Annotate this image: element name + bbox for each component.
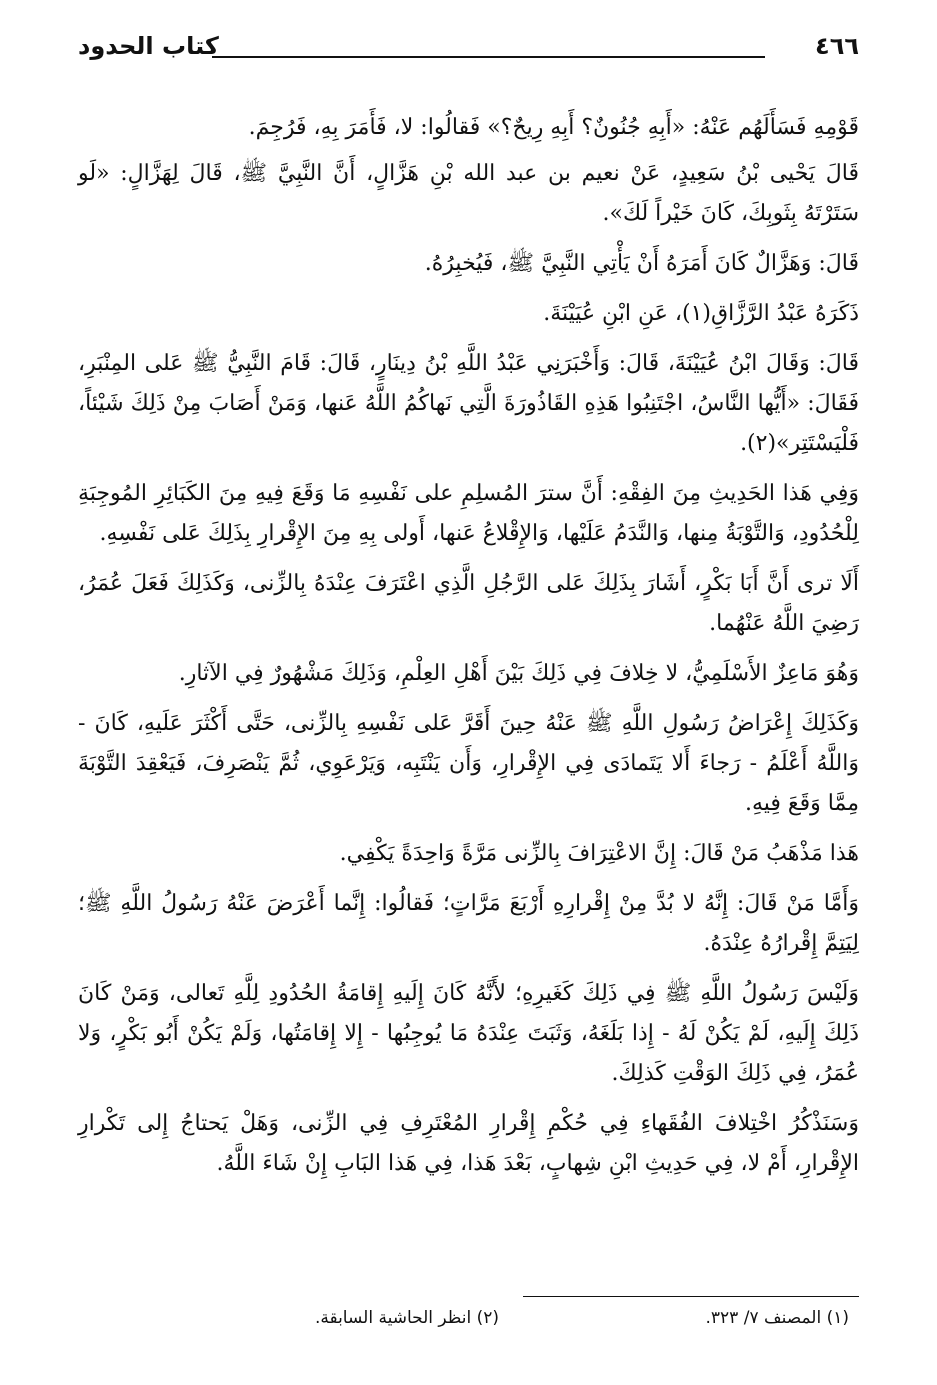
running-title: كتاب الحدود bbox=[78, 32, 219, 60]
paragraph: وَكَذَلِكَ إِعْرَاضُ رَسُولِ اللَّهِ ﷺ عَنْهُ حِينَ أَقَرَّ عَلى نَفْسِهِ بِالزِّنى، حَتَّى أَكْثَرَ عَلَيهِ، كَانَ - وَاللَّهُ أَعْلَمُ - رَجاءَ أَلا يَتَمادَى فِي الإِقْرارِ، وَأَن يَنْتَبِه، وَيَرْعَوِي، ثُمَّ يَنْصَرِفَ، فَيَعْقِدَ التَّوْبَةَ مِمَّا وَقَعَ فِيهِ. bbox=[78, 711, 859, 816]
header-rule bbox=[212, 56, 765, 58]
page-header bbox=[72, 32, 865, 66]
footnote-separator bbox=[523, 1296, 859, 1297]
paragraph: وَلَيْسَ رَسُولُ اللَّهِ ﷺ فِي ذَلِكَ كَغَيرِهِ؛ لأَنَّهُ كَانَ إِلَيهِ إِقامَةُ الحُدُودِ لِلَّهِ تَعالى، وَمَنْ كَانَ ذَلِكَ إِلَيهِ، لَمْ يَكُنْ لَهُ - إِذا بَلَغَهُ، وَثَبَتَ عِنْدَهُ مَا يُوجِبُها - إِلا إِقامَتُها، وَلَمْ يَكُنْ أَبُو بَكْرٍ، وَلا عُمَرُ، فِي ذَلِكَ الوَقْتِ كَذلِكَ. bbox=[78, 981, 859, 1086]
paragraph: أَلَا ترى أَنَّ أَبَا بَكْرٍ، أَشَارَ بِذَلِكَ عَلى الرَّجُلِ الَّذِي اعْتَرَفَ عِنْدَهُ بِالزِّنى، وَكَذَلِكَ فَعَلَ عُمَرُ، رَضِيَ اللَّهُ عَنْهُما. bbox=[78, 571, 859, 636]
paragraph: وَفِي هَذا الحَدِيثِ مِنَ الفِقْهِ: أَنَّ سترَ المُسلِمِ على نَفْسِهِ مَا وَقَعَ فِيهِ مِنَ الكَبَائِرِ المُوجِبَةِ لِلْحُدُودِ، وَالتَّوْبَةُ مِنها، وَالنَّدَمُ عَلَيْها، وَالإِقْلاعُ عَنها، أَولى بِهِ مِنَ الإِقْرارِ بِذَلِكَ عَلى نَفْسِهِ. bbox=[78, 481, 859, 546]
paragraph: قَوْمِهِ فَسَأَلَهُم عَنْهُ: «أَبِهِ جُنُونٌ؟ أَبِهِ رِيحٌ؟» فَقالُوا: لا، فَأَمَرَ بِهِ، فَرُجِمَ. bbox=[248, 115, 859, 140]
paragraph: قَالَ: وَقَالَ ابْنُ عُيَيْنَةَ، قَالَ: وَأَخْبَرَنِي عَبْدُ اللَّهِ بْنُ دِينَارٍ، قَالَ: قَامَ النَّبِيُّ ﷺ عَلى المِنْبَرِ، فَقَالَ: «أَيُّها النَّاسُ، اجْتَنِبُوا هَذِهِ القَاذُورَةَ الَّتِي نَهاكُمُ اللَّهُ عَنها، وَمَنْ أَصَابَ مِنْ ذَلِكَ شَيْئاً، فَلْيَسْتَتِر»(٢). bbox=[78, 351, 859, 456]
paragraph: وَسَنَذْكُرُ اخْتِلافَ الفُقَهاءِ فِي حُكْمِ إِقْرارِ المُعْتَرِفِ فِي الزِّنى، وَهَلْ يَحتاجُ إِلى تَكْرارِ الإِقْرارِ، أَمْ لا، فِي حَدِيثِ ابْنِ شِهابٍ، بَعْدَ هَذا، فِي هَذا البَابِ إِنْ شَاءَ اللَّهُ. bbox=[78, 1111, 859, 1176]
main-text bbox=[78, 108, 859, 1184]
paragraph: هَذا مَذْهَبُ مَنْ قَالَ: إِنَّ الاعْتِرَافَ بِالزِّنى مَرَّةً وَاحِدَةً يَكْفِي. bbox=[339, 841, 859, 866]
footnote-2: (٢) انظر الحاشية السابقة. bbox=[314, 1308, 499, 1328]
paragraph: وَهُوَ مَاعِزٌ الأَسْلَمِيُّ، لا خِلافَ فِي ذَلِكَ بَيْنَ أَهْلِ العِلْمِ، وَذَلِكَ مَشْهُورٌ فِي الآثارِ. bbox=[178, 661, 859, 686]
paragraph: قَالَ: وَهَزَّالٌ كَانَ أَمَرَهُ أَنْ يَأْتِي النَّبِيَّ ﷺ، فَيُخبِرُهُ. bbox=[424, 251, 859, 276]
page-number: ٤٦٦ bbox=[815, 32, 859, 60]
footnote-1: (١) المصنف ٧/ ٣٢٣. bbox=[705, 1308, 849, 1328]
paragraph: قَالَ يَحْيى بْنُ سَعِيدٍ، عَنْ نعيم بن عبد الله بْنِ هَزَّالٍ، أَنَّ النَّبِيَّ ﷺ، قَالَ لِهَزَّالٍ: «لَو سَتَرْتَهُ بِثَوبِكَ، كَانَ خَيْراً لَكَ». bbox=[78, 161, 859, 226]
footnotes bbox=[78, 1308, 859, 1338]
paragraph: وَأَمَّا مَنْ قَالَ: إِنَّهُ لا بُدَّ مِنْ إِقْرارِهِ أَرْبَعَ مَرَّاتٍ؛ فَقالُوا: إِنَّما أَعْرَضَ عَنْهُ رَسُولُ اللَّهِ ﷺ؛ لِيَتِمَّ إِقْرارُهُ عِنْدَهُ. bbox=[78, 891, 859, 956]
paragraph: ذَكَرَهُ عَبْدُ الرَّزَّاقِ(١)، عَنِ ابْنِ عُيَيْنَةَ. bbox=[543, 301, 859, 326]
